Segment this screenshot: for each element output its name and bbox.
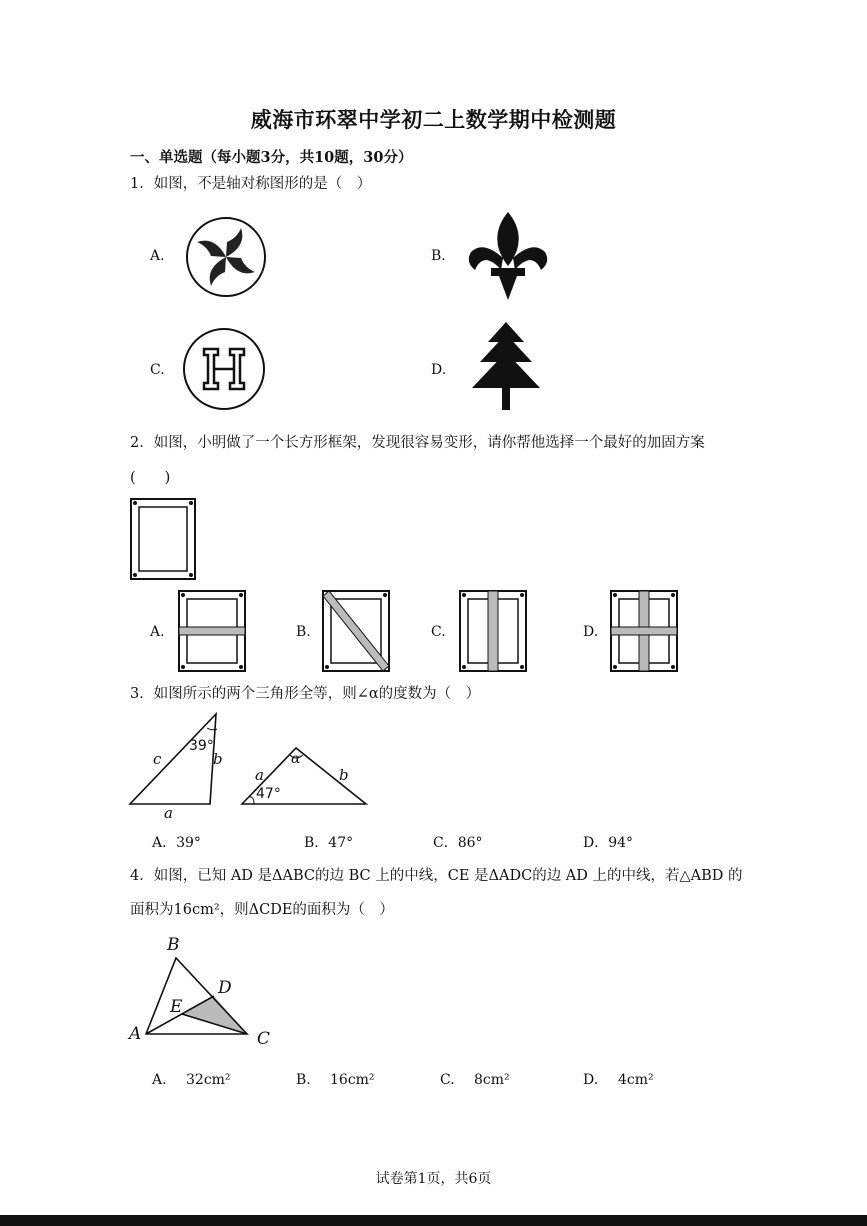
q1-pinwheel-figure (185, 216, 267, 298)
page-title: 威海市环翠中学初二上数学期中检测题 (250, 107, 617, 132)
q1-h-circle-figure (182, 327, 266, 411)
question-4-stem-line1: 4．如图，已知 AD 是ΔABC的边 BC 上的中线，CE 是ΔADC的边 AD 上的中线，若△ABD 的 (130, 868, 743, 884)
q2-option-c-label: C. (431, 624, 446, 640)
q4-option-c-value: 8cm² (474, 1072, 510, 1088)
q1-option-a-label: A. (150, 248, 165, 264)
q4-option-b-value: 16cm² (330, 1072, 375, 1088)
q4-label-c: C (257, 1029, 271, 1049)
q3-label-b: b (213, 750, 223, 768)
q3-label-a: a (164, 804, 173, 822)
scan-border-bar (0, 1215, 867, 1226)
q1-option-c-label: C. (150, 362, 165, 378)
q1-option-d-label: D. (431, 362, 447, 378)
q3-option-c: C．86° (433, 835, 483, 851)
q4-triangle-figure (140, 952, 270, 1042)
question-4-stem-line2: 面积为16cm²，则ΔCDE的面积为（ ） (130, 902, 394, 918)
q4-label-e: E (170, 997, 183, 1017)
q1-option-b-label: B. (431, 248, 446, 264)
question-2-stem-line2: ( ) (130, 470, 171, 486)
q3-label-alpha: α (291, 751, 301, 767)
q2-option-b-figure (322, 590, 390, 672)
question-3-stem: 3．如图所示的两个三角形全等，则∠α的度数为（ ） (130, 686, 481, 702)
q3-angle-47: 47° (256, 786, 281, 802)
q4-option-a-letter: A. (152, 1072, 167, 1088)
q3-option-a: A．39° (152, 835, 201, 851)
q4-option-d-value: 4cm² (618, 1072, 654, 1088)
question-1-stem: 1．如图，不是轴对称图形的是（ ） (130, 176, 372, 192)
q2-option-d-label: D. (583, 624, 599, 640)
q3-label-b2: b (339, 766, 349, 784)
q2-option-a-label: A. (150, 624, 165, 640)
q4-option-c-letter: C. (440, 1072, 455, 1088)
q1-fleur-de-lis-figure (463, 210, 553, 302)
q2-rectangle-frame (130, 498, 196, 580)
q4-label-d: D (218, 978, 232, 998)
q4-label-b: B (167, 935, 180, 955)
q4-option-d-letter: D. (583, 1072, 599, 1088)
q2-option-a-figure (178, 590, 246, 672)
question-2-stem-line1: 2．如图，小明做了一个长方形框架，发现很容易变形，请你帮他选择一个最好的加固方案 (130, 435, 705, 451)
q4-label-a: A (129, 1024, 142, 1044)
q4-option-b-letter: B. (296, 1072, 311, 1088)
q4-option-a-value: 32cm² (186, 1072, 231, 1088)
q1-tree-figure (466, 320, 546, 412)
q3-label-a2: a (255, 766, 264, 784)
q3-option-b: B．47° (304, 835, 354, 851)
page-footer: 试卷第1页，共6页 (375, 1171, 492, 1187)
q2-option-b-label: B. (296, 624, 311, 640)
q2-option-c-figure (459, 590, 527, 672)
q3-option-d: D．94° (583, 835, 634, 851)
q2-option-d-figure (610, 590, 678, 672)
section-heading: 一、单选题（每小题3分，共10题，30分） (130, 149, 413, 166)
q3-angle-39: 39° (189, 738, 214, 754)
q3-label-c: c (153, 750, 162, 768)
